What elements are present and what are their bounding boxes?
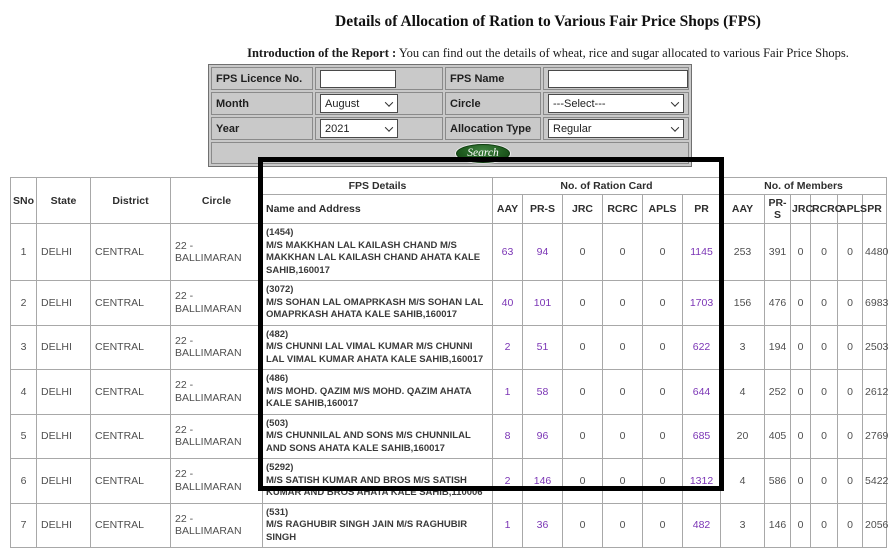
ration-card-count-cell xyxy=(523,370,563,415)
members-count-cell: 0 xyxy=(811,325,838,370)
fps-details-cell xyxy=(263,370,493,415)
members-count-cell: 405 xyxy=(765,414,791,459)
ration-card-count-cell xyxy=(683,414,721,459)
report-intro xyxy=(200,46,896,61)
fps-name-address: M/S CHUNNI LAL VIMAL KUMAR M/S CHUNNI LAL VIMAL KUMAR AHATA KALE SAHIB,160017 xyxy=(266,341,484,365)
fps-table xyxy=(10,177,887,548)
district-cell: CENTRAL xyxy=(91,325,171,370)
circle-cell: 22 - BALLIMARAN xyxy=(171,459,263,504)
fps-name-label-cell xyxy=(445,67,541,90)
members-count-cell: 0 xyxy=(811,503,838,548)
sno-cell: 2 xyxy=(11,281,37,326)
members-count-cell: 0 xyxy=(838,503,863,548)
ration-card-count-cell xyxy=(493,459,523,504)
ration-card-count-link[interactable]: 1 xyxy=(504,519,511,531)
ration-card-count-cell xyxy=(493,325,523,370)
year-select[interactable] xyxy=(320,119,398,138)
m-pr-header: PR xyxy=(863,195,887,224)
rc-prs-header: PR-S xyxy=(523,195,563,224)
members-count-cell: 0 xyxy=(838,414,863,459)
m-jrc-header: JRC xyxy=(791,195,811,224)
fps-name-address: M/S MAKKHAN LAL KAILASH CHAND M/S MAKKHAN LAL KAILASH CHAND AHATA KALE SAHIB,160017 xyxy=(266,239,481,276)
members-count-cell: 0 xyxy=(791,503,811,548)
fps-name-input[interactable] xyxy=(548,70,688,88)
district-cell: CENTRAL xyxy=(91,459,171,504)
members-count-cell: 252 xyxy=(765,370,791,415)
m-rcrc-header: RCRC xyxy=(811,195,838,224)
members-count-cell: 3 xyxy=(721,325,765,370)
report-intro-text: You can find out the details of wheat, rice and sugar allocated to various Fair Price Shops. xyxy=(396,46,849,60)
circle-select[interactable] xyxy=(548,94,684,113)
ration-card-count-cell xyxy=(493,414,523,459)
ration-card-count-link[interactable]: 58 xyxy=(536,385,549,398)
month-field-cell xyxy=(315,92,443,115)
table-row xyxy=(11,281,887,326)
ration-card-count-cell xyxy=(683,224,721,281)
fps-details-cell xyxy=(263,224,493,281)
members-count-cell: 2612 xyxy=(863,370,887,415)
ration-card-count-cell xyxy=(493,503,523,548)
ration-card-count-link[interactable]: 644 xyxy=(692,385,711,398)
members-count-cell: 0 xyxy=(811,224,838,281)
sno-header: SNo xyxy=(11,178,37,224)
members-count-cell: 476 xyxy=(765,281,791,326)
ration-card-count-cell: 0 xyxy=(603,503,643,548)
ration-card-count-link[interactable]: 63 xyxy=(501,245,514,258)
fps-details-cell xyxy=(263,281,493,326)
fps-name-address: M/S RAGHUBIR SINGH JAIN M/S RAGHUBIR SINGH xyxy=(266,519,468,543)
circle-cell: 22 - BALLIMARAN xyxy=(171,503,263,548)
district-cell: CENTRAL xyxy=(91,503,171,548)
ration-card-count-cell: 0 xyxy=(603,370,643,415)
allocation-type-label-cell xyxy=(445,117,541,140)
ration-card-count-link[interactable]: 40 xyxy=(501,296,514,309)
circle-field-cell xyxy=(543,92,689,115)
m-apls-header: APLS xyxy=(838,195,863,224)
members-count-cell: 0 xyxy=(838,224,863,281)
year-label-cell xyxy=(211,117,313,140)
ration-card-count-cell: 0 xyxy=(563,459,603,504)
ration-card-count-cell: 0 xyxy=(643,325,683,370)
ration-card-count-cell xyxy=(523,224,563,281)
ration-card-count-cell: 0 xyxy=(603,414,643,459)
search-form xyxy=(208,64,692,167)
ration-card-count-cell xyxy=(523,281,563,326)
sno-cell: 5 xyxy=(11,414,37,459)
fps-name-address: M/S MOHD. QAZIM M/S MOHD. QAZIM AHATA KALE SAHIB,160017 xyxy=(266,385,472,409)
name-address-header: Name and Address xyxy=(263,195,493,224)
fps-details-cell xyxy=(263,325,493,370)
members-group-header: No. of Members xyxy=(721,178,887,195)
allocation-type-field-cell xyxy=(543,117,689,140)
ration-card-count-cell xyxy=(683,370,721,415)
fps-licence-input[interactable] xyxy=(320,70,396,88)
ration-card-count-cell: 0 xyxy=(563,370,603,415)
chevron-down-icon xyxy=(671,123,679,131)
circle-label: Circle xyxy=(450,97,481,110)
fps-details-header: FPS Details xyxy=(263,178,493,195)
table-row xyxy=(11,414,887,459)
members-count-cell: 391 xyxy=(765,224,791,281)
state-cell: DELHI xyxy=(37,325,91,370)
rc-jrc-header: JRC xyxy=(563,195,603,224)
month-label: Month xyxy=(216,97,249,110)
fps-name-address: M/S SOHAN LAL OMAPRKASH M/S SOHAN LAL OMAPRKASH AHATA KALE SAHIB,160017 xyxy=(266,296,484,320)
members-count-cell: 4480 xyxy=(863,224,887,281)
allocation-type-select[interactable] xyxy=(548,119,684,138)
circle-cell: 22 - BALLIMARAN xyxy=(171,370,263,415)
allocation-type-select-value: Regular xyxy=(553,122,592,135)
chevron-down-icon xyxy=(385,123,393,131)
table-row xyxy=(11,503,887,548)
ration-card-count-link[interactable]: 51 xyxy=(536,341,549,353)
ration-card-count-link[interactable]: 101 xyxy=(533,296,552,309)
members-count-cell: 2503 xyxy=(863,325,887,370)
m-prs-header: PR-S xyxy=(765,195,791,224)
fps-name-address: M/S SATISH KUMAR AND BROS M/S SATISH KUMAR AND BROS AHATA KALE SAHIB,110006 xyxy=(266,474,483,498)
members-count-cell: 194 xyxy=(765,325,791,370)
ration-card-count-link[interactable]: 96 xyxy=(536,430,549,442)
ration-card-count-cell xyxy=(493,370,523,415)
chevron-down-icon xyxy=(385,98,393,106)
rc-rcrc-header: RCRC xyxy=(603,195,643,224)
ration-card-count-cell: 0 xyxy=(603,281,643,326)
members-count-cell: 586 xyxy=(765,459,791,504)
ration-card-count-link[interactable]: 622 xyxy=(692,341,711,353)
fps-code: (1454) xyxy=(266,227,294,238)
month-label-cell xyxy=(211,92,313,115)
members-count-cell: 0 xyxy=(791,224,811,281)
members-count-cell: 5422 xyxy=(863,459,887,504)
ration-card-group-header: No. of Ration Card xyxy=(493,178,721,195)
ration-card-count-cell xyxy=(683,281,721,326)
ration-card-count-link[interactable]: 1145 xyxy=(690,245,713,258)
sno-cell: 3 xyxy=(11,325,37,370)
table-group-header-row xyxy=(11,178,887,195)
members-count-cell: 0 xyxy=(791,459,811,504)
ration-card-count-cell xyxy=(493,281,523,326)
circle-cell: 22 - BALLIMARAN xyxy=(171,281,263,326)
ration-card-count-link[interactable]: 2 xyxy=(504,474,511,487)
m-aay-header: AAY xyxy=(721,195,765,224)
month-select[interactable] xyxy=(320,94,398,113)
ration-card-count-cell: 0 xyxy=(563,414,603,459)
ration-card-count-link[interactable]: 685 xyxy=(692,430,711,442)
ration-card-count-cell: 0 xyxy=(643,503,683,548)
ration-card-count-cell: 0 xyxy=(643,414,683,459)
members-count-cell: 0 xyxy=(811,370,838,415)
circle-cell: 22 - BALLIMARAN xyxy=(171,325,263,370)
state-cell: DELHI xyxy=(37,414,91,459)
ration-card-count-cell xyxy=(523,414,563,459)
table-row xyxy=(11,224,887,281)
ration-card-count-link[interactable]: 94 xyxy=(536,245,549,258)
rc-aay-header: AAY xyxy=(493,195,523,224)
state-cell: DELHI xyxy=(37,370,91,415)
members-count-cell: 0 xyxy=(791,370,811,415)
report-intro-label: Introduction of the Report : xyxy=(247,46,397,60)
fps-code: (503) xyxy=(266,417,289,429)
ration-card-count-cell xyxy=(523,459,563,504)
members-count-cell: 0 xyxy=(791,414,811,459)
members-count-cell: 0 xyxy=(791,281,811,326)
ration-card-count-cell xyxy=(493,224,523,281)
state-cell: DELHI xyxy=(37,459,91,504)
month-select-value: August xyxy=(325,97,360,110)
ration-card-count-cell xyxy=(523,325,563,370)
state-cell: DELHI xyxy=(37,503,91,548)
year-label: Year xyxy=(216,122,240,135)
district-cell: CENTRAL xyxy=(91,281,171,326)
state-header: State xyxy=(37,178,91,224)
ration-card-count-cell: 0 xyxy=(563,503,603,548)
sno-cell: 7 xyxy=(11,503,37,548)
fps-code: (5292) xyxy=(266,462,294,473)
ration-card-count-cell xyxy=(683,503,721,548)
ration-card-count-cell xyxy=(683,459,721,504)
ration-card-count-link[interactable]: 8 xyxy=(504,430,511,442)
ration-card-count-cell: 0 xyxy=(603,224,643,281)
district-header: District xyxy=(91,178,171,224)
ration-card-count-link[interactable]: 482 xyxy=(692,519,711,531)
year-field-cell xyxy=(315,117,443,140)
members-count-cell: 0 xyxy=(838,459,863,504)
table-row xyxy=(11,459,887,504)
circle-cell: 22 - BALLIMARAN xyxy=(171,414,263,459)
members-count-cell: 0 xyxy=(811,459,838,504)
members-count-cell: 20 xyxy=(721,414,765,459)
sno-cell: 4 xyxy=(11,370,37,415)
members-count-cell: 3 xyxy=(721,503,765,548)
ration-card-count-link[interactable]: 1 xyxy=(504,385,511,398)
ration-card-count-cell: 0 xyxy=(563,224,603,281)
members-count-cell: 2769 xyxy=(863,414,887,459)
fps-licence-label-cell xyxy=(211,67,313,90)
allocation-type-label: Allocation Type xyxy=(450,122,532,135)
fps-table-body xyxy=(11,224,887,548)
fps-details-cell xyxy=(263,503,493,548)
sno-cell: 6 xyxy=(11,459,37,504)
fps-code: (482) xyxy=(266,328,289,340)
ration-card-count-cell: 0 xyxy=(643,224,683,281)
table-row xyxy=(11,325,887,370)
circle-select-value: ---Select--- xyxy=(553,97,606,110)
members-count-cell: 0 xyxy=(838,370,863,415)
fps-name-field-cell xyxy=(543,67,689,90)
search-button[interactable]: Search xyxy=(456,144,510,163)
ration-card-count-link[interactable]: 2 xyxy=(504,341,511,353)
rc-apls-header: APLS xyxy=(643,195,683,224)
ration-card-count-cell xyxy=(683,325,721,370)
search-row xyxy=(211,142,689,164)
members-count-cell: 156 xyxy=(721,281,765,326)
ration-card-count-cell: 0 xyxy=(643,370,683,415)
sno-cell: 1 xyxy=(11,224,37,281)
circle-header: Circle xyxy=(171,178,263,224)
members-count-cell: 2056 xyxy=(863,503,887,548)
fps-code: (531) xyxy=(266,506,289,518)
page-title: Details of Allocation of Ration to Various Fair Price Shops (FPS) xyxy=(335,13,761,30)
members-count-cell: 0 xyxy=(811,281,838,326)
page-header xyxy=(200,13,896,61)
ration-card-count-cell: 0 xyxy=(603,325,643,370)
district-cell: CENTRAL xyxy=(91,414,171,459)
members-count-cell: 6983 xyxy=(863,281,887,326)
year-select-value: 2021 xyxy=(325,122,350,135)
members-count-cell: 4 xyxy=(721,370,765,415)
members-count-cell: 0 xyxy=(838,325,863,370)
chevron-down-icon xyxy=(671,98,679,106)
fps-licence-label: FPS Licence No. xyxy=(216,72,303,85)
members-count-cell: 0 xyxy=(838,281,863,326)
members-count-cell: 4 xyxy=(721,459,765,504)
ration-card-count-link[interactable]: 1703 xyxy=(689,296,714,309)
ration-card-count-cell: 0 xyxy=(563,281,603,326)
circle-cell: 22 - BALLIMARAN xyxy=(171,224,263,281)
fps-code: (486) xyxy=(266,373,289,384)
fps-name-label: FPS Name xyxy=(450,72,505,85)
fps-details-cell xyxy=(263,459,493,504)
circle-label-cell xyxy=(445,92,541,115)
ration-card-count-cell: 0 xyxy=(643,459,683,504)
members-count-cell: 253 xyxy=(721,224,765,281)
ration-card-count-link[interactable]: 1312 xyxy=(689,474,714,487)
ration-card-count-link[interactable]: 36 xyxy=(536,519,549,531)
fps-licence-field-cell xyxy=(315,67,443,90)
members-count-cell: 146 xyxy=(765,503,791,548)
rc-pr-header: PR xyxy=(683,195,721,224)
state-cell: DELHI xyxy=(37,281,91,326)
fps-name-address: M/S CHUNNILAL AND SONS M/S CHUNNILAL AND SONS AHATA KALE SAHIB,160017 xyxy=(266,430,471,454)
district-cell: CENTRAL xyxy=(91,224,171,281)
ration-card-count-link[interactable]: 146 xyxy=(533,474,552,487)
ration-card-count-cell: 0 xyxy=(643,281,683,326)
state-cell: DELHI xyxy=(37,224,91,281)
table-row xyxy=(11,370,887,415)
members-count-cell: 0 xyxy=(791,325,811,370)
fps-code: (3072) xyxy=(266,284,294,295)
ration-card-count-cell xyxy=(523,503,563,548)
ration-card-count-cell: 0 xyxy=(563,325,603,370)
fps-details-cell xyxy=(263,414,493,459)
ration-card-count-cell: 0 xyxy=(603,459,643,504)
district-cell: CENTRAL xyxy=(91,370,171,415)
members-count-cell: 0 xyxy=(811,414,838,459)
